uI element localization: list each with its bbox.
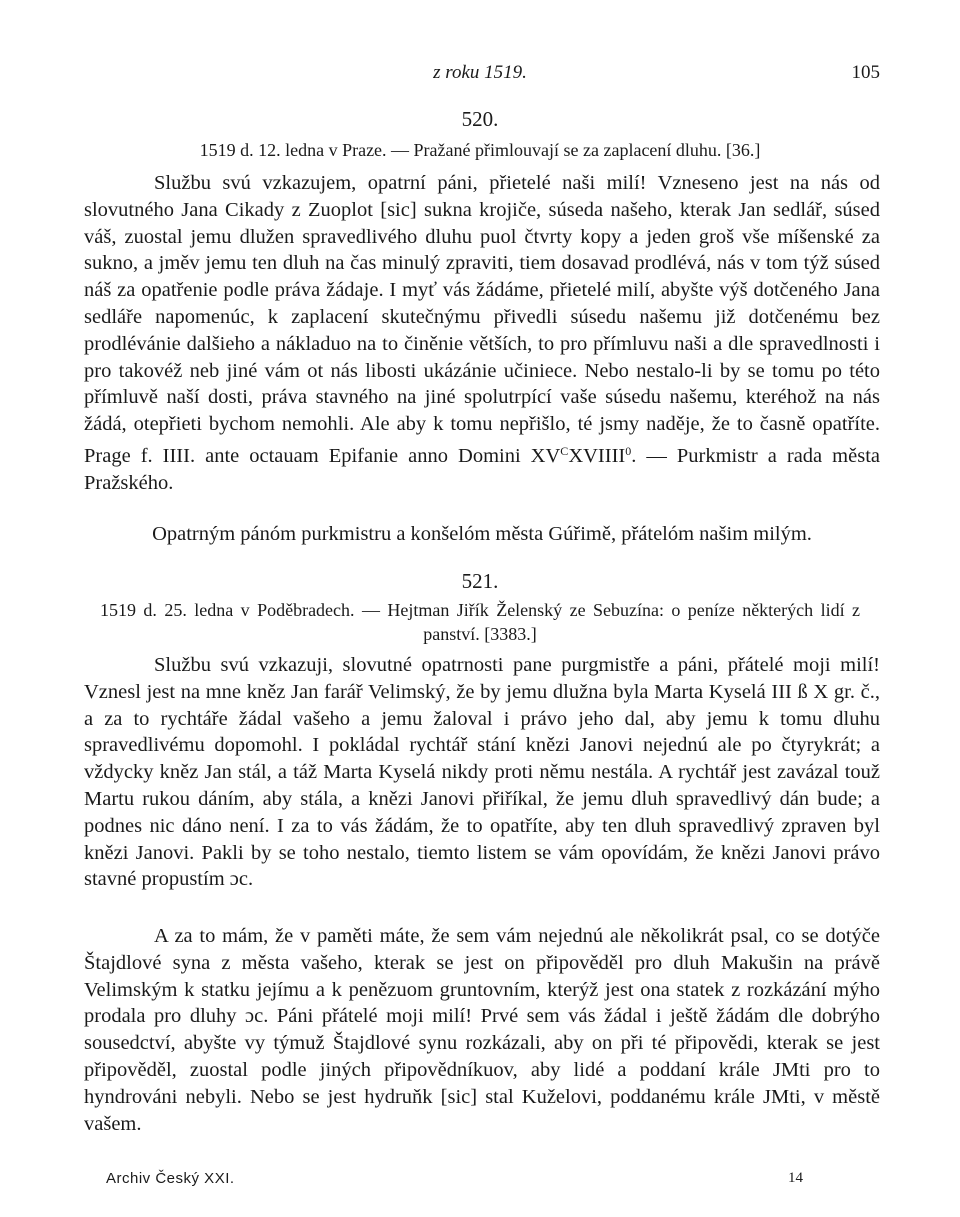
document-regest-521: 1519 d. 25. ledna v Poděbradech. — Hejtman Jiřík Želenský ze Sebuzína: o peníze některých lidí z panství. [3383.] <box>100 600 860 644</box>
document-body-520 <box>84 170 880 497</box>
date-roman-numeral: XVIIII <box>568 444 626 467</box>
running-title: z roku 1519. <box>433 62 527 83</box>
document-paragraph-521-2: A za to mám, že v paměti máte, že sem vám nejednú ale několikrát psal, co se dotýče Štajdlové syna z města vašeho, kterak se jest on připověděl pro dluh Makušin na právě Velimským k statku jejímu a k penězuom gruntovním, kterýž jest ona statek z rozkázání mýho prodala pro dluhy ɔc. Páni přátelé moji milí! Prvé sem vás žádal i ještě žádám dle dobrýho sousedctví, abyšte vy týmuž Štajdlové synu rozkázali, aby on při té připovědi, kterak se jest připověděl, zuostal podle jiných připovědníkuov, aby lidé a poddaní krále JMti pro to hyndrováni nebyli. Nebo se jest hydruňk [sic] stal Kuželovi, poddanému krále JMti, v městě vašem. <box>84 925 880 1135</box>
sheet-number: 14 <box>788 1170 803 1186</box>
document-regest-520: 1519 d. 12. ledna v Praze. — Pražané přimlouvají se za zaplacení dluhu. [36.] <box>199 140 761 160</box>
date-superscript-c: C <box>560 443 569 458</box>
running-head <box>0 62 960 88</box>
document-signature-520: . — Purkmistr a rada města Pražského. <box>84 444 880 494</box>
document-address-520: Opatrným pánóm purkmistru a konšelóm města Gúřimě, přátelóm našim milým. <box>152 523 812 545</box>
document-body-520-text: Službu svú vzkazujem, opatrní páni, přietelé naši milí! Vzneseno jest na nás od slovutného Jana Cikady z Zuoplot [sic] sukna krojiče, súseda našeho, kterak Jan sedlář, súsed váš, zuostal jemu dlužen spravedlivého dluhu puol čtvrty kopy a jeden groš vše míšenské za sukno, a jměv jemu ten dluh na čas minulý zpraviti, tiem dosavad prodlévá, nás v tom týž súsed náš za opatřenie podle práva žádaje. I myť vás žádáme, přietelé milí, abyšte výš dotčeného Jana sedláře napomenúc, k zaplacení skutečnýmu přivedli súsedu našemu již dotčenému bez prodlévánie dalšieho a nákladuo na to činěnie větších, to pro přímluvu naši a dle spravedlnosti i pro takovéž neb jiné vám ot nás libosti ukázánie učiniece. Nebo nestalo-li by se tomu po této přímluvě naší dosti, práva stavného na jiné spolutrpící vaše súsedu našemu, kteréhož na nás žádá, otepřieti bychom nemohli. Ale aby k tomu nepřišlo, té jsmy naděje, že to časně opatříte. Prage f. IIII. ante octauam Epifanie anno Domini XV <box>84 172 880 467</box>
page-footer <box>0 1170 960 1192</box>
date-superscript-o: 0 <box>625 443 632 458</box>
document-number-521: 521. <box>461 569 499 593</box>
signature-mark: Archiv Český XXI. <box>106 1170 235 1187</box>
page-number: 105 <box>851 62 880 83</box>
document-number-520: 520. <box>461 107 499 131</box>
document-paragraph-521-1: Službu svú vzkazuji, slovutné opatrnosti pane purgmistře a páni, přátelé moji milí! Vznesl jest na mne kněz Jan farář Velimský, že by jemu dlužna byla Marta Kyselá III ß X gr. č., a za to rychtáře žádal vašeho a jemu žaloval i právo jeho dal, aby jemu k tomu dluhu spravedlivému dopomohl. I pokládal rychtář stání knězi Janovi nejednú ale po čtyrykrát; a vždycky kněz Jan stál, a táž Marta Kyselá nikdy proti němu nestála. A rychtář jest zavázal touž Martu rukou dáním, aby stála, a knězi Janovi přiříkal, že jemu dluh spravedlivý dán bude; a podnes nic dáno není. I za to vás žádám, že to opatříte, aby ten dluh spravedlivý zpraven byl knězi Janovi. Pakli by se toho nestalo, tiemto listem se vám opovídám, že knězi Janovi právo stavné propustím ɔc. <box>84 654 880 891</box>
